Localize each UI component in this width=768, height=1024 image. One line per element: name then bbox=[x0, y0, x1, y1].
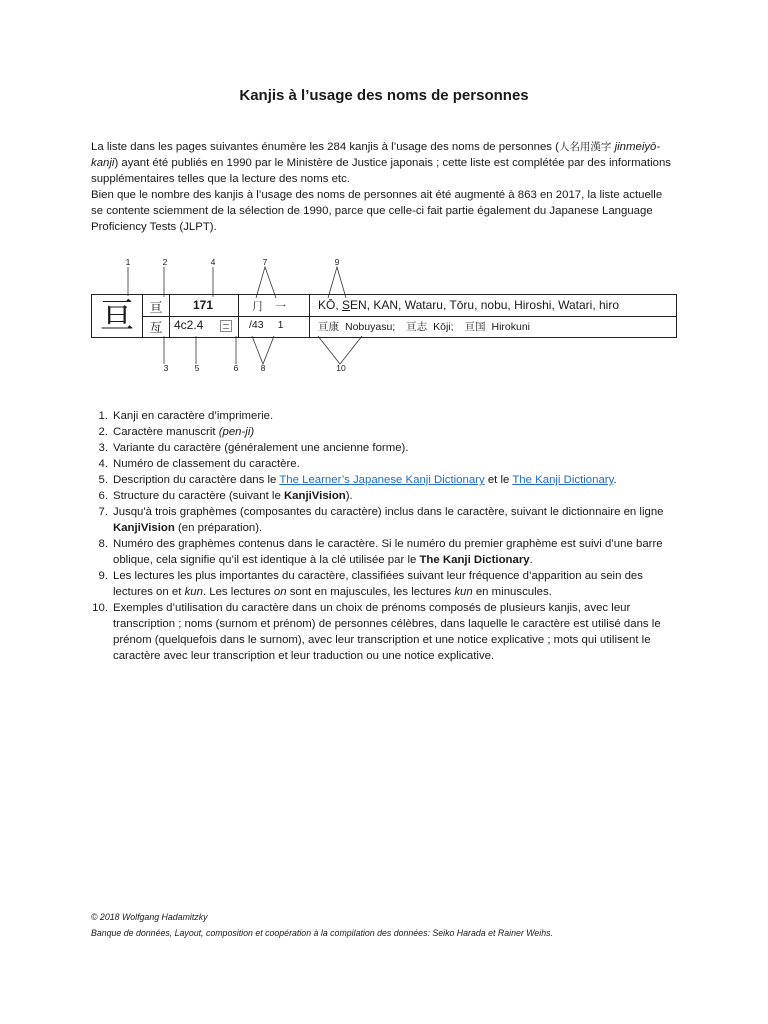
graphemes bbox=[252, 298, 298, 314]
serial-number: 171 bbox=[192, 298, 214, 312]
list-item: 10. Exemples d’utilisation du caractère dans un choix de prénoms composés de plusieurs kanjis, avec leur transcription ; noms (surnom et prénom) de personnes célèbres, dans laquelle le caractère est utilisé dans le prénom (quelquefois dans le surnom), avec leur transcription et une notice explicative ; mots qui utilisent le caractère avec leur transcription et leur traduction ou une notice explicative. bbox=[92, 602, 661, 662]
dictionary-description: 4c2.4 bbox=[174, 318, 204, 332]
list-item: 9. Les lectures les plus importantes du caractère, classifiées suivant leur fréquence d’apparition au sein des lectures on et kun. Les lectures on sont en majuscules, les lectures kun en minuscules. bbox=[98, 570, 643, 598]
list-item: 6. Structure du caractère (suivant le KanjiVision). bbox=[98, 490, 353, 502]
callout-number-9: 9 bbox=[334, 257, 340, 267]
variant-kanji: 亙 bbox=[149, 321, 163, 336]
list-item: 4. Numéro de classement du caractère. bbox=[98, 458, 300, 470]
callout-number-1: 1 bbox=[125, 257, 131, 267]
example-item: 亘康 Nobuyasu; bbox=[318, 321, 396, 333]
callout-number-5: 5 bbox=[194, 363, 200, 373]
grapheme-number: /43 bbox=[249, 319, 264, 331]
callout-number-7: 7 bbox=[262, 257, 268, 267]
list-item: 1. Kanji en caractère d’imprimerie. bbox=[98, 410, 274, 422]
copyright: © 2018 Wolfgang Hadamitzky bbox=[91, 912, 208, 922]
print-kanji: 亘 bbox=[100, 296, 134, 336]
readings: KŌ, SEN, KAN, Wataru, Tōru, nobu, Hiroshi, Watari, hiro bbox=[318, 298, 620, 312]
legend-list bbox=[84, 408, 678, 664]
list-item: 8. Numéro des graphèmes contenus dans le caractère. Si le numéro du premier graphème est suivi d’une barre oblique, cela signifie qu’il est identique à la clé utilisée par le The Kanji Dictionary. bbox=[98, 538, 663, 566]
callout-number-8: 8 bbox=[260, 363, 266, 373]
list-item: 3. Variante du caractère (généralement une ancienne forme). bbox=[98, 442, 409, 454]
callout-number-2: 2 bbox=[162, 257, 168, 267]
callout-lines bbox=[0, 0, 768, 400]
footer bbox=[91, 909, 691, 941]
intro-paragraph-2: Bien que le nombre des kanjis à l’usage des noms de personnes ait été augmenté à 863 en 2017, la liste actuelle se contente sciemment de la sélection de 1990, parce que celle-ci fait partie également du Japanese Language Proficiency Tests (JLPT). bbox=[91, 189, 663, 233]
name-examples bbox=[318, 319, 538, 334]
callout-number-10: 10 bbox=[336, 363, 346, 373]
list-item: 5. Description du caractère dans le The Learner’s Japanese Kanji Dictionary et le The Kanji Dictionary. bbox=[98, 474, 617, 486]
credits: Banque de données, Layout, composition et coopération à la compilation des données: Seiko Harada et Rainer Weihs. bbox=[91, 928, 553, 938]
kanji-entry-box bbox=[91, 294, 677, 338]
intro-paragraph-1: La liste dans les pages suivantes énumère les 284 kanjis à l’usage des noms de personnes (人名用漢字 jinmeiyō-kanji) ayant été publiés en 1990 par le Ministère de Justice japonais ; cette liste est complétée par des informations supplémentaires telles que la lecture des noms etc. bbox=[91, 141, 671, 185]
kanji-dictionary-link[interactable]: The Kanji Dictionary bbox=[512, 474, 614, 486]
handwritten-kanji: 亘 bbox=[149, 301, 163, 316]
callout-number-6: 6 bbox=[233, 363, 239, 373]
grapheme-number: 1 bbox=[277, 319, 284, 331]
learners-dictionary-link[interactable]: The Learner’s Japanese Kanji Dictionary bbox=[279, 474, 485, 486]
example-item: 亘志 Kōji; bbox=[406, 321, 454, 333]
structure-icon bbox=[220, 320, 232, 332]
grapheme: ⺆ bbox=[252, 300, 263, 313]
list-item: 2. Caractère manuscrit (pen-ji) bbox=[98, 426, 255, 438]
page-title: Kanjis à l’usage des noms de personnes bbox=[239, 87, 529, 104]
grapheme-numbers bbox=[249, 319, 297, 331]
grapheme: 一 bbox=[275, 300, 286, 313]
callout-number-3: 3 bbox=[163, 363, 169, 373]
callout-number-4: 4 bbox=[210, 257, 216, 267]
list-item: 7. Jusqu'à trois graphèmes (composantes du caractère) inclus dans le caractère, suivant le dictionnaire en ligne KanjiVision (en préparation). bbox=[98, 506, 664, 534]
entry-diagram bbox=[0, 0, 768, 400]
example-item: 亘国 Hirokuni bbox=[464, 321, 530, 333]
divider bbox=[309, 316, 677, 317]
jinmeiyo-kanji-term: 人名用漢字 bbox=[558, 141, 612, 153]
